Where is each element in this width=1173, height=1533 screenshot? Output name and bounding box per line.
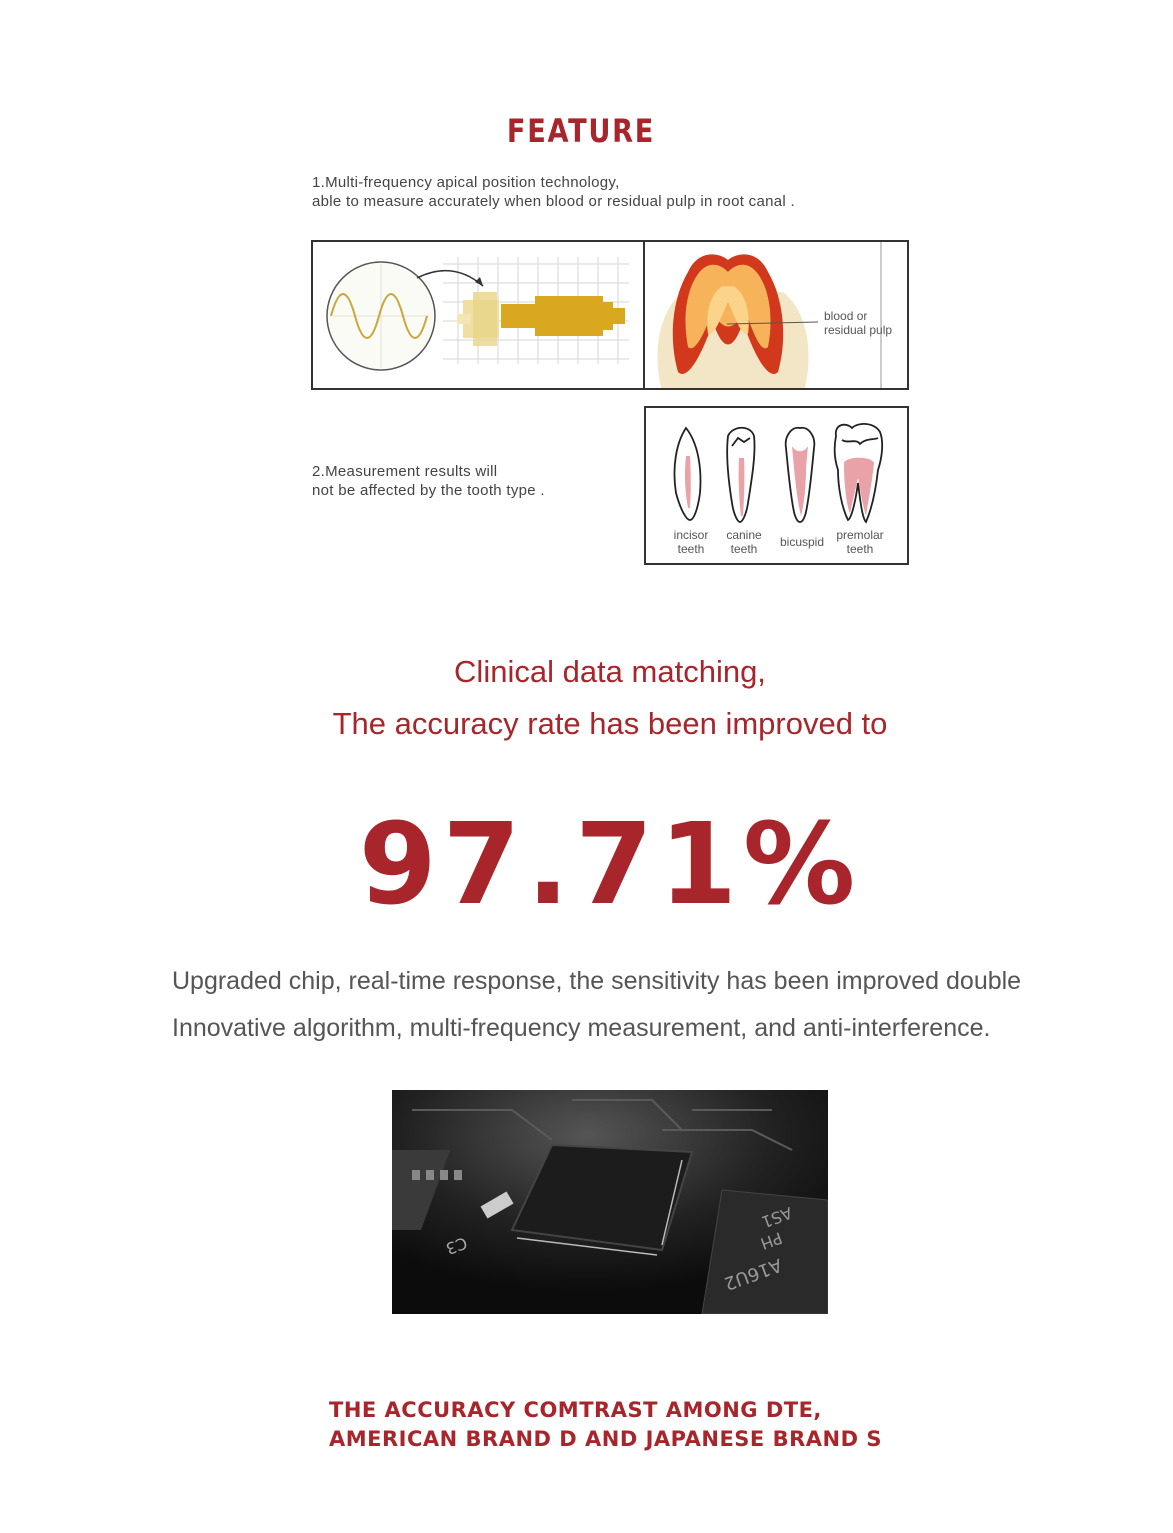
frequency-diagram-box bbox=[311, 240, 909, 390]
premolar-label-line2: teeth bbox=[846, 542, 874, 556]
canine-label bbox=[722, 528, 766, 556]
noisy-signal bbox=[457, 292, 499, 346]
canine-label-line2: teeth bbox=[730, 542, 758, 556]
feature-item-2-line2: not be affected by the tooth type . bbox=[312, 482, 545, 499]
chip-text-ph: PH bbox=[757, 1228, 785, 1254]
incisor-icon bbox=[674, 428, 700, 520]
premolar-label-line1: premolar bbox=[836, 528, 884, 542]
blood-pulp-label bbox=[824, 309, 892, 337]
chip-text-c3: C3 bbox=[443, 1233, 470, 1259]
feature-item-1 bbox=[312, 173, 912, 211]
feature-item-1-line1: 1.Multi-frequency apical position technology, bbox=[312, 174, 620, 191]
bicuspid-label bbox=[774, 535, 830, 549]
incisor-label-line2: teeth bbox=[677, 542, 705, 556]
clinical-heading bbox=[0, 646, 1173, 750]
bicuspid-icon bbox=[786, 428, 815, 522]
feature-item-1-line2: able to measure accurately when blood or residual pulp in root canal . bbox=[312, 193, 795, 210]
contrast-line2: AMERICAN BRAND D AND JAPANESE BRAND S bbox=[329, 1427, 882, 1451]
benefit-line2: Innovative algorithm, multi-frequency measurement, and anti-interference. bbox=[172, 1014, 991, 1042]
premolar-icon bbox=[835, 424, 882, 522]
feature-item-2-line1: 2.Measurement results will bbox=[312, 463, 498, 480]
contrast-line1: THE ACCURACY COMTRAST AMONG DTE, bbox=[329, 1398, 822, 1422]
accuracy-value: 97.71% bbox=[358, 800, 862, 930]
circuit-board-image bbox=[392, 1090, 828, 1314]
contrast-heading bbox=[329, 1396, 1029, 1454]
bicuspid-label-line1: bicuspid bbox=[779, 535, 825, 549]
chip-text-a16u2: A16U2 bbox=[721, 1253, 785, 1294]
blood-pulp-label-line1: blood or bbox=[824, 309, 868, 323]
blood-pulp-label-line2: residual pulp bbox=[824, 323, 893, 337]
clinical-line1: Clinical data matching, bbox=[454, 654, 766, 689]
frequency-diagram bbox=[313, 242, 907, 388]
feature-title: FEATURE bbox=[506, 112, 656, 150]
incisor-label bbox=[668, 528, 714, 556]
canine-icon bbox=[727, 428, 754, 522]
benefits-text bbox=[172, 958, 1092, 1052]
clinical-line2: The accuracy rate has been improved to bbox=[332, 706, 888, 741]
benefit-line1: Upgraded chip, real-time response, the sensitivity has been improved double bbox=[172, 967, 1022, 995]
chip-photo bbox=[392, 1090, 828, 1314]
premolar-label bbox=[832, 528, 888, 556]
feature-item-2 bbox=[312, 462, 632, 500]
canine-label-line1: canine bbox=[726, 528, 762, 542]
tooth-type-box bbox=[644, 406, 909, 565]
arrow-icon bbox=[417, 271, 483, 286]
incisor-label-line1: incisor bbox=[673, 528, 709, 542]
chip-text-as1: AS1 bbox=[758, 1203, 795, 1232]
